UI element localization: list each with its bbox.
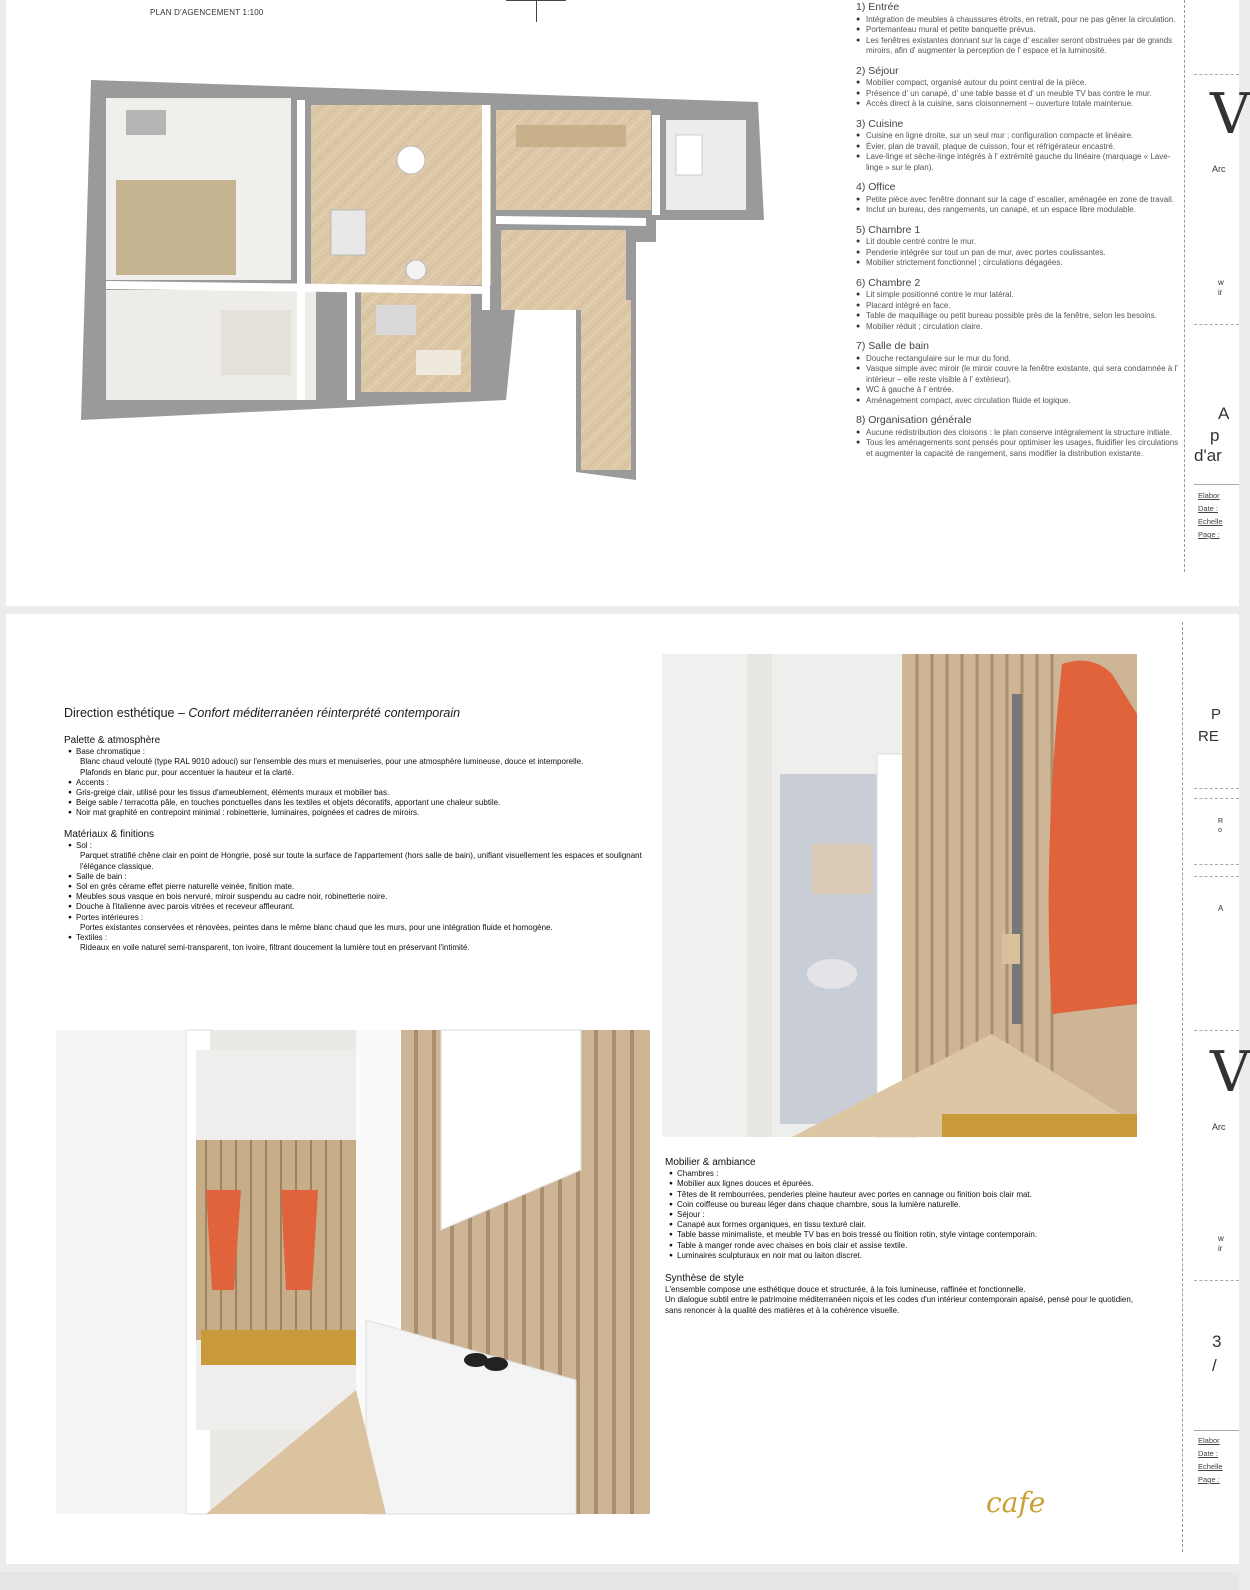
living-floor xyxy=(311,105,491,285)
program-item: ● Présence d' un canapé, d' une table basse et d' un meuble TV bas contre le mur. xyxy=(856,89,1186,100)
title-block-rule-2 xyxy=(1194,798,1239,799)
orange-coat xyxy=(281,1190,318,1290)
meta-scale: Echelle xyxy=(1198,517,1223,526)
mobilier-heading: Mobilier & ambiance xyxy=(665,1157,756,1168)
program-section-title: 7) Salle de bain xyxy=(856,340,929,352)
title-frag-p: p xyxy=(1210,426,1220,445)
bullet-item: ● Accents : xyxy=(68,778,654,788)
bullet-item: ● Gris-greige clair, utilisé pour les tissus d'ameublement, éléments muraux et mobilier bas. xyxy=(68,788,654,798)
kitchen-counter xyxy=(516,125,626,147)
program-section-list xyxy=(856,354,1186,407)
bullet-item: ● Luminaires sculpturaux en noir mat ou laiton discret. xyxy=(669,1251,1145,1261)
synthese-heading: Synthèse de style xyxy=(665,1273,744,1284)
program-item: ● Évier, plan de travail, plaque de cuisson, four et réfrigérateur encastré. xyxy=(856,142,1186,153)
materials-section xyxy=(64,830,654,953)
meta-page: Page : xyxy=(1198,530,1220,539)
program-item: ● Cuisine en ligne droite, sur un seul mur ; configuration compacte et linéaire. xyxy=(856,131,1186,142)
bullet-item: ● Séjour : xyxy=(669,1210,1145,1220)
title-frag-p: P xyxy=(1211,706,1222,723)
program-item: ● WC à gauche à l' entrée. xyxy=(856,385,1186,396)
direction-title xyxy=(64,706,460,720)
room-program xyxy=(856,2,1186,459)
program-item: ● Lit double centré contre le mur. xyxy=(856,237,1186,248)
document-page-2 xyxy=(6,614,1250,1564)
title-block-rule-low xyxy=(1194,484,1239,485)
meta-elaboration: Elabor xyxy=(1198,1436,1220,1445)
desk xyxy=(376,305,416,335)
program-section-title: 4) Office xyxy=(856,181,896,193)
materials-heading: Matériaux & finitions xyxy=(64,829,155,840)
title-frag-ir: ir xyxy=(1218,1244,1223,1253)
title-frag-re: RE xyxy=(1198,728,1219,745)
title-frag-r: R xyxy=(1218,818,1224,825)
program-item: ● Aménagement compact, avec circulation fluide et logique. xyxy=(856,396,1186,407)
bullet-item: ● Meubles sous vasque en bois nervuré, miroir suspendu au cadre noir, robinetterie noire. xyxy=(68,892,654,902)
program-item: ● Vasque simple avec miroir (le miroir couvre la fenêtre existante, qui sera condamnée à l' intérieur – elle reste visible à l' extérieur). xyxy=(856,364,1186,385)
program-item: ● Lave-linge et sèche-linge intégrés à l' extrémité gauche du linéaire (marquage « Lave-linge » sur le plan). xyxy=(856,152,1186,173)
program-section-list xyxy=(856,78,1186,110)
program-item: ● Placard intégré en face. xyxy=(856,301,1186,312)
mustard-bench xyxy=(942,1114,1137,1137)
title-block-rule-5 xyxy=(1194,1030,1239,1031)
title-frag-a: A xyxy=(1218,904,1224,913)
floor-plan-render xyxy=(76,80,776,480)
sub-line: Rideaux en voile naturel semi-transparent, ton ivoire, filtrant doucement la lumière tout en préservant l'intimité. xyxy=(80,943,470,953)
program-item: ● Inclut un bureau, des rangements, un canapé, et un espace libre modulable. xyxy=(856,205,1186,216)
hall-floor xyxy=(501,230,626,310)
double-bed xyxy=(116,180,236,275)
title-sub: Arc xyxy=(1212,164,1226,174)
bullet-item: ● Coin coiffeuse ou bureau léger dans chaque chambre, sous la lumière naturelle. xyxy=(669,1200,1145,1210)
title-block-rule-mid xyxy=(1194,324,1239,325)
program-section-list xyxy=(856,428,1186,460)
program-item: ● Aucune redistribution des cloisons : le plan conserve intégralement la structure initiale. xyxy=(856,428,1186,439)
program-section-list xyxy=(856,237,1186,269)
sub-line: Parquet stratifié chêne clair en point de Hongrie, posé sur toute la surface de l'appartement (hors salle de bain), unifiant visuellement les espaces et soulignant l'élégance classique. xyxy=(80,851,642,871)
bullet-item: ● Textiles : xyxy=(68,933,654,943)
document-page-1 xyxy=(6,0,1250,606)
mobilier-heading-list xyxy=(665,1169,1145,1261)
coffee-table xyxy=(406,260,426,280)
program-section-title: 6) Chambre 2 xyxy=(856,276,921,289)
title-frag-a: A xyxy=(1218,404,1230,423)
shower xyxy=(676,135,702,175)
direction-title-emphasis: Confort méditerranéen réinterprété contemporain xyxy=(188,706,461,720)
office-sofa xyxy=(416,350,461,375)
program-section-list xyxy=(856,290,1186,332)
sub-line: Plafonds en blanc pur, pour accentuer la hauteur et la clarté. xyxy=(80,767,294,777)
program-section-title: 2) Séjour xyxy=(856,64,899,77)
bullet-item: ● Sol : xyxy=(68,841,654,851)
title-sub: Arc xyxy=(1212,1122,1226,1132)
meta-date: Date : xyxy=(1198,1449,1219,1458)
program-item: ● Accès direct à la cuisine, sans cloisonnement – ouverture totale maintenue. xyxy=(856,99,1186,110)
program-section-title: 5) Chambre 1 xyxy=(856,223,921,236)
program-item: ● Douche rectangulaire sur le mur du fond. xyxy=(856,354,1186,365)
bullet-item: ● Beige sable / terracotta pâle, en touches ponctuelles dans les textiles et objets décoratifs, apportant une chaleur subtile. xyxy=(68,798,654,808)
program-section-list xyxy=(856,195,1186,216)
orange-coat xyxy=(1049,661,1137,1014)
synthese-section xyxy=(665,1274,1145,1316)
program-item: ● Intégration de meubles à chaussures étroits, en retrait, pour ne pas gêner la circulation. xyxy=(856,15,1186,26)
sub-line: Portes existantes conservées et rénovées, peintes dans le même blanc chaud que les murs, pour une intégration fluide et homogène. xyxy=(80,922,553,932)
palette-heading: Palette & atmosphère xyxy=(64,735,161,746)
signature-logo: cafe xyxy=(986,1486,1046,1519)
bullet-item: ● Chambres : xyxy=(669,1169,1145,1179)
program-section-title: 8) Organisation générale xyxy=(856,414,972,426)
mustard-bench xyxy=(201,1330,361,1365)
program-section-list xyxy=(856,131,1186,173)
title-big-letter: V xyxy=(1210,82,1250,147)
program-section-title: 3) Cuisine xyxy=(856,117,904,130)
title-frag-dar: d'ar xyxy=(1194,446,1222,465)
program-item: ● Mobilier strictement fonctionnel ; circulations dégagées. xyxy=(856,258,1186,269)
title-frag-slash: / xyxy=(1212,1356,1217,1375)
program-item: ● Mobilier réduit ; circulation claire. xyxy=(856,322,1186,333)
hallway-render-small xyxy=(662,654,1137,1137)
bullet-item: ● Salle de bain : xyxy=(68,872,654,882)
bullet-item: ● Mobilier aux lignes douces et épurées. xyxy=(669,1179,1145,1189)
program-item: ● Table de maquillage ou petit bureau possible près de la fenêtre, selon les besoins. xyxy=(856,311,1186,322)
meta-scale: Echelle xyxy=(1198,1462,1223,1471)
title-frag-3: 3 xyxy=(1212,1332,1222,1351)
program-section-title: 1) Entrée xyxy=(856,1,900,13)
synthese-line-1: L'ensemble compose une esthétique douce et structurée, à la fois lumineuse, raffinée et fonctionnelle. xyxy=(665,1285,1026,1295)
program-section-list xyxy=(856,15,1186,57)
title-frag-ir: ir xyxy=(1218,288,1223,297)
direction-title-main: Direction esthétique – xyxy=(64,706,189,720)
synthese-line-2: Un dialogue subtil entre le patrimoine méditerranéen niçois et les codes d'un intérieur contemporain apaisé, pensé pour le quotidien, sans renoncer à la qualité des matières et à la cohérence visuelle. xyxy=(665,1295,1134,1315)
sofa xyxy=(331,210,366,255)
title-block-rule-1 xyxy=(1194,788,1239,789)
mobilier-section xyxy=(665,1158,1145,1261)
bullet-item: ● Table à manger ronde avec chaises en bois clair et assise textile. xyxy=(669,1241,1145,1251)
program-item: ● Les fenêtres existantes donnant sur la cage d' escalier seront obstruées par de grands miroirs, afin d' augmenter la perception de l' espace et la luminosité. xyxy=(856,36,1186,57)
palette-section xyxy=(64,736,654,819)
bullet-item: ● Sol en grès cérame effet pierre naturelle veinée, finition mate. xyxy=(68,882,654,892)
materials-heading-list xyxy=(64,841,654,953)
title-big-letter: V xyxy=(1210,1040,1250,1105)
title-block-rule-top xyxy=(1194,74,1239,75)
meta-date: Date : xyxy=(1198,504,1219,513)
palette-heading-list xyxy=(64,747,654,818)
title-block-rule-3 xyxy=(1194,864,1239,865)
title-block-rule xyxy=(1182,622,1183,1552)
viewer-bottom-strip xyxy=(0,1572,1239,1590)
program-item: ● Portemanteau mural et petite banquette prévus. xyxy=(856,25,1186,36)
coat-rack xyxy=(1012,694,1022,1024)
title-block-rule-4 xyxy=(1194,876,1239,877)
program-item: ● Petite pièce avec fenêtre donnant sur la cage d' escalier, aménagée en zone de travail. xyxy=(856,195,1186,206)
bullet-item: ● Canapé aux formes organiques, en tissu texturé clair. xyxy=(669,1220,1145,1230)
wall-bag xyxy=(1002,934,1020,964)
bullet-item: ● Table basse minimaliste, et meuble TV bas en bois tressé ou finition rotin, style vintage contemporain. xyxy=(669,1230,1145,1240)
bullet-item: ● Portes intérieures : xyxy=(68,913,654,923)
single-bed xyxy=(221,310,291,375)
bullet-item: ● Douche à l'italienne avec parois vitrées et receveur affleurant. xyxy=(68,902,654,912)
program-item: ● Tous les aménagements sont pensés pour optimiser les usages, fluidifier les circulations et augmenter la capacité de rangement, sans modifier la distribution existante. xyxy=(856,438,1186,459)
title-block-rule-7 xyxy=(1194,1430,1239,1431)
meta-page: Page : xyxy=(1198,1475,1220,1484)
program-item: ● Mobilier compact, organisé autour du point central de la pièce. xyxy=(856,78,1186,89)
title-frag-w: w xyxy=(1218,278,1224,287)
bullet-item: ● Base chromatique : xyxy=(68,747,654,757)
wardrobe xyxy=(126,110,166,135)
corridor-floor xyxy=(581,300,631,470)
meta-elaboration: Elabor xyxy=(1198,491,1220,500)
bullet-item: ● Têtes de lit rembourrées, penderies pleine hauteur avec portes en cannage ou finition bois clair mat. xyxy=(669,1190,1145,1200)
title-block-rule xyxy=(1184,0,1185,572)
north-arrow xyxy=(536,0,537,22)
hallway-render-large xyxy=(56,1030,650,1514)
program-item: ● Lit simple positionné contre le mur latéral. xyxy=(856,290,1186,301)
plan-label: PLAN D'AGENCEMENT 1:100 xyxy=(150,8,264,17)
title-block-rule-6 xyxy=(1194,1280,1239,1281)
program-item: ● Penderie intégrée sur tout un pan de mur, avec portes coulissantes. xyxy=(856,248,1186,259)
title-frag-w: w xyxy=(1218,1234,1224,1243)
sub-line: Blanc chaud velouté (type RAL 9010 adouci) sur l'ensemble des murs et menuiseries, pour une atmosphère lumineuse, douce et intemporelle. xyxy=(80,757,584,767)
dining-table xyxy=(397,146,425,174)
bullet-item: ● Noir mat graphité en contrepoint minimal : robinetterie, luminaires, poignées et cadres de miroirs. xyxy=(68,808,654,818)
title-frag-o: o xyxy=(1218,827,1222,834)
